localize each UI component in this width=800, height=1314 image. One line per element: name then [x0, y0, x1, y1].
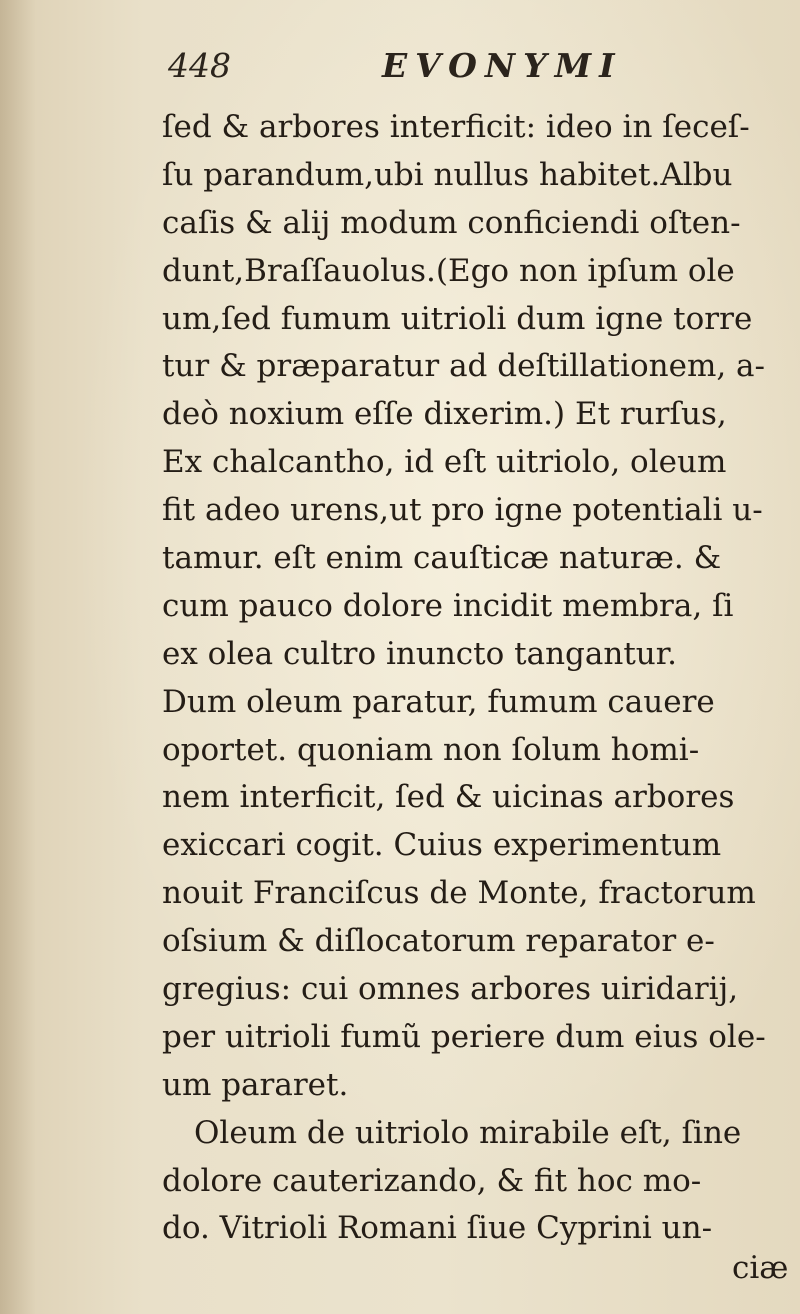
- text-line: Ex chalcantho, id eſt uitriolo, oleum: [162, 444, 727, 481]
- text-line: Dum oleum paratur, fumum cauere: [162, 683, 715, 720]
- text-line: um pararet.: [162, 1066, 349, 1103]
- text-line: caſis & alij modum conficiendi oſten-: [162, 204, 741, 241]
- text-line: nouit Franciſcus de Monte, fractorum: [162, 875, 756, 912]
- text-line: tur & præparatur ad deſtillationem, a-: [162, 348, 766, 385]
- text-line: do. Vitrioli Romani ſiue Cyprini un-: [162, 1210, 713, 1247]
- text-line: dolore cauterizando, & fit hoc mo-: [162, 1162, 702, 1199]
- text-line: gregius: cui omnes arbores uiridarij,: [162, 971, 739, 1008]
- text-line: dunt,Braſſauolus.(Ego non ipſum ole: [162, 252, 735, 289]
- page-number: 448: [168, 46, 231, 85]
- text-line: oportet. quoniam non ſolum homi-: [162, 731, 700, 768]
- running-title: EVONYMI: [382, 46, 623, 85]
- text-line: cum pauco dolore incidit membra, ſi: [162, 587, 734, 624]
- text-line: ſed & arbores interficit: ideo in ſeceſ-: [162, 109, 750, 145]
- body-text: [162, 104, 792, 1253]
- text-line: ſu parandum,ubi nullus habitet.Albu: [162, 156, 733, 193]
- text-line: ex olea cultro inuncto tangantur.: [162, 635, 678, 672]
- text-line: um,ſed fumum uitrioli dum igne torre: [162, 300, 753, 337]
- paragraph-first-line: Oleum de uitriolo mirabile eſt, ſine: [194, 1114, 742, 1151]
- text-line: exiccari cogit. Cuius experimentum: [162, 827, 722, 864]
- text-line: deò noxium eſſe dixerim.) Et rurſus,: [162, 396, 727, 433]
- text-line: fit adeo urens,ut pro igne potentiali u-: [162, 492, 763, 529]
- text-line: nem interficit, ſed & uicinas arbores: [162, 779, 735, 816]
- page-gutter-shadow: [0, 0, 36, 1314]
- catchword: ciæ: [732, 1250, 789, 1286]
- page-header: [168, 46, 688, 92]
- text-line: per uitrioli fumũ periere dum eius ole-: [162, 1018, 766, 1055]
- text-line: oſsium & diſlocatorum reparator e-: [162, 923, 715, 960]
- text-line: tamur. eſt enim cauſticæ naturæ. &: [162, 540, 722, 577]
